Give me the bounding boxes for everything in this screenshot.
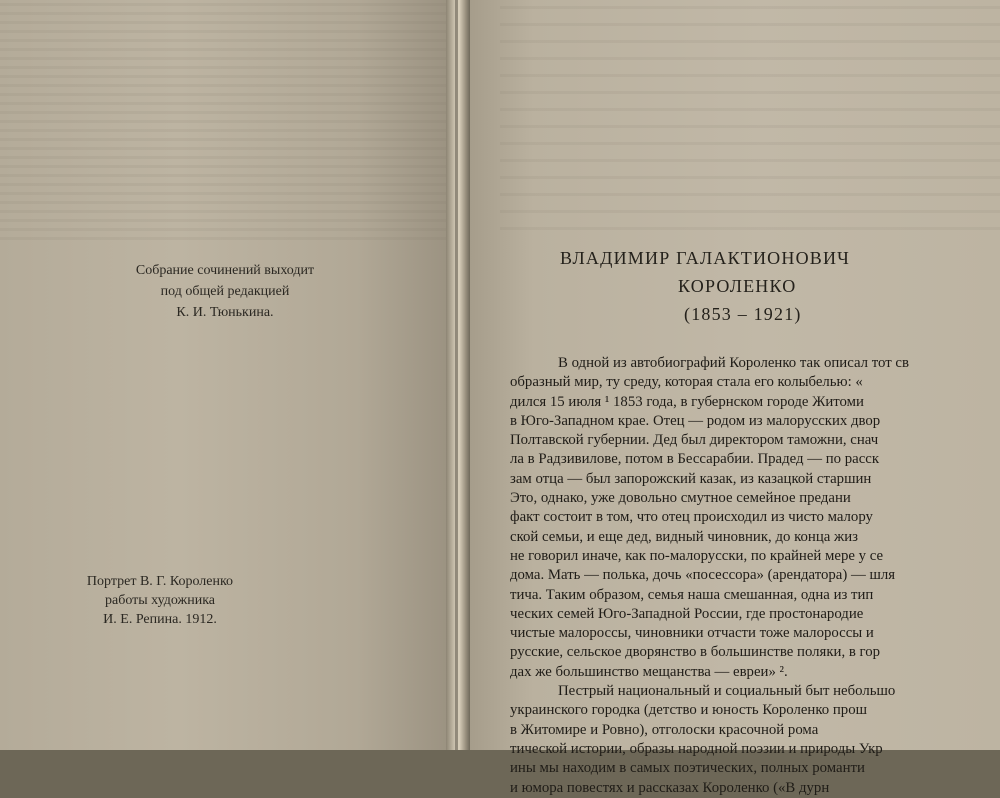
- left-page: [0, 0, 446, 750]
- edition-note-line: К. И. Тюнькина.: [176, 305, 274, 320]
- book-spine-gutter: [446, 0, 470, 750]
- bleed-through-text: [0, 0, 446, 240]
- body-line: Пестрый национальный и социальный быт небольшо: [558, 683, 896, 700]
- body-line: дома. Мать — полька, дочь «посессора» (арендатора) — шля: [510, 567, 896, 584]
- gutter-fold-shadow: [455, 0, 458, 750]
- portrait-caption-line: Портрет В. Г. Короленко: [86, 574, 234, 589]
- body-line: ла в Радзивилове, потом в Бессарабии. Прадед — по расск: [510, 451, 880, 468]
- body-line: факт состоит в том, что отец происходил из чисто малору: [510, 509, 873, 526]
- title-years: (1853 – 1921): [684, 304, 802, 324]
- body-line: русские, сельское дворянство в большинстве поляки, в гор: [510, 644, 881, 661]
- body-line: В одной из автобиографий Короленко так описал тот св: [558, 355, 909, 371]
- edition-note-line: Собрание сочинений выходит: [135, 263, 315, 278]
- bleed-through-text: [500, 0, 1000, 230]
- body-line: чистые малороссы, чиновники отчасти тоже малороссы и: [510, 625, 874, 642]
- portrait-caption: [0, 572, 320, 629]
- body-line: украинского городка (детство и юность Короленко прош: [510, 702, 867, 719]
- title-line-1: ВЛАДИМИР ГАЛАКТИОНОВИЧ: [560, 248, 851, 268]
- body-line: в Юго-Западном крае. Отец — родом из малорусских двор: [510, 412, 881, 429]
- body-line: образный мир, ту среду, которая стала его колыбелью: «: [510, 374, 863, 391]
- body-line: ческих семей Юго-Западной России, где простонародие: [510, 605, 864, 622]
- body-line: и юмора повестях и рассказах Короленко («В дурн: [510, 779, 830, 796]
- body-line: зам отца — был запорожский казак, из казацкой старшин: [510, 470, 872, 487]
- body-line: тича. Таким образом, семья наша смешанная, одна из тип: [510, 586, 874, 603]
- portrait-caption-line: работы художника: [105, 593, 215, 608]
- body-line: Это, однако, уже довольно смутное семейное предани: [510, 490, 851, 507]
- body-line: не говорил иначе, как по-малорусски, по крайней мере у се: [510, 547, 884, 564]
- body-line: дился 15 июля ¹ 1853 года, в губернском городе Житоми: [510, 393, 864, 410]
- body-line: дах же большинство мещанства — евреи» ².: [510, 663, 788, 680]
- body-line: тической истории, образы народной поэзии и природы Укр: [510, 740, 883, 757]
- body-line: ины мы находим в самых поэтических, полных романти: [510, 760, 865, 777]
- edition-note: [20, 260, 430, 323]
- body-line: Полтавской губернии. Дед был директором таможни, снач: [510, 432, 879, 449]
- body-line: в Житомире и Ровно), отголоски красочной рома: [510, 721, 819, 738]
- edition-note-line: под общей редакцией: [160, 284, 290, 299]
- body-line: ской семьи, и еще дед, видный чиновник, до конца жиз: [510, 528, 858, 545]
- body-text: [510, 354, 1000, 796]
- title-line-2: КОРОЛЕНКО: [678, 276, 797, 296]
- portrait-caption-line: И. Е. Репина. 1912.: [103, 612, 217, 627]
